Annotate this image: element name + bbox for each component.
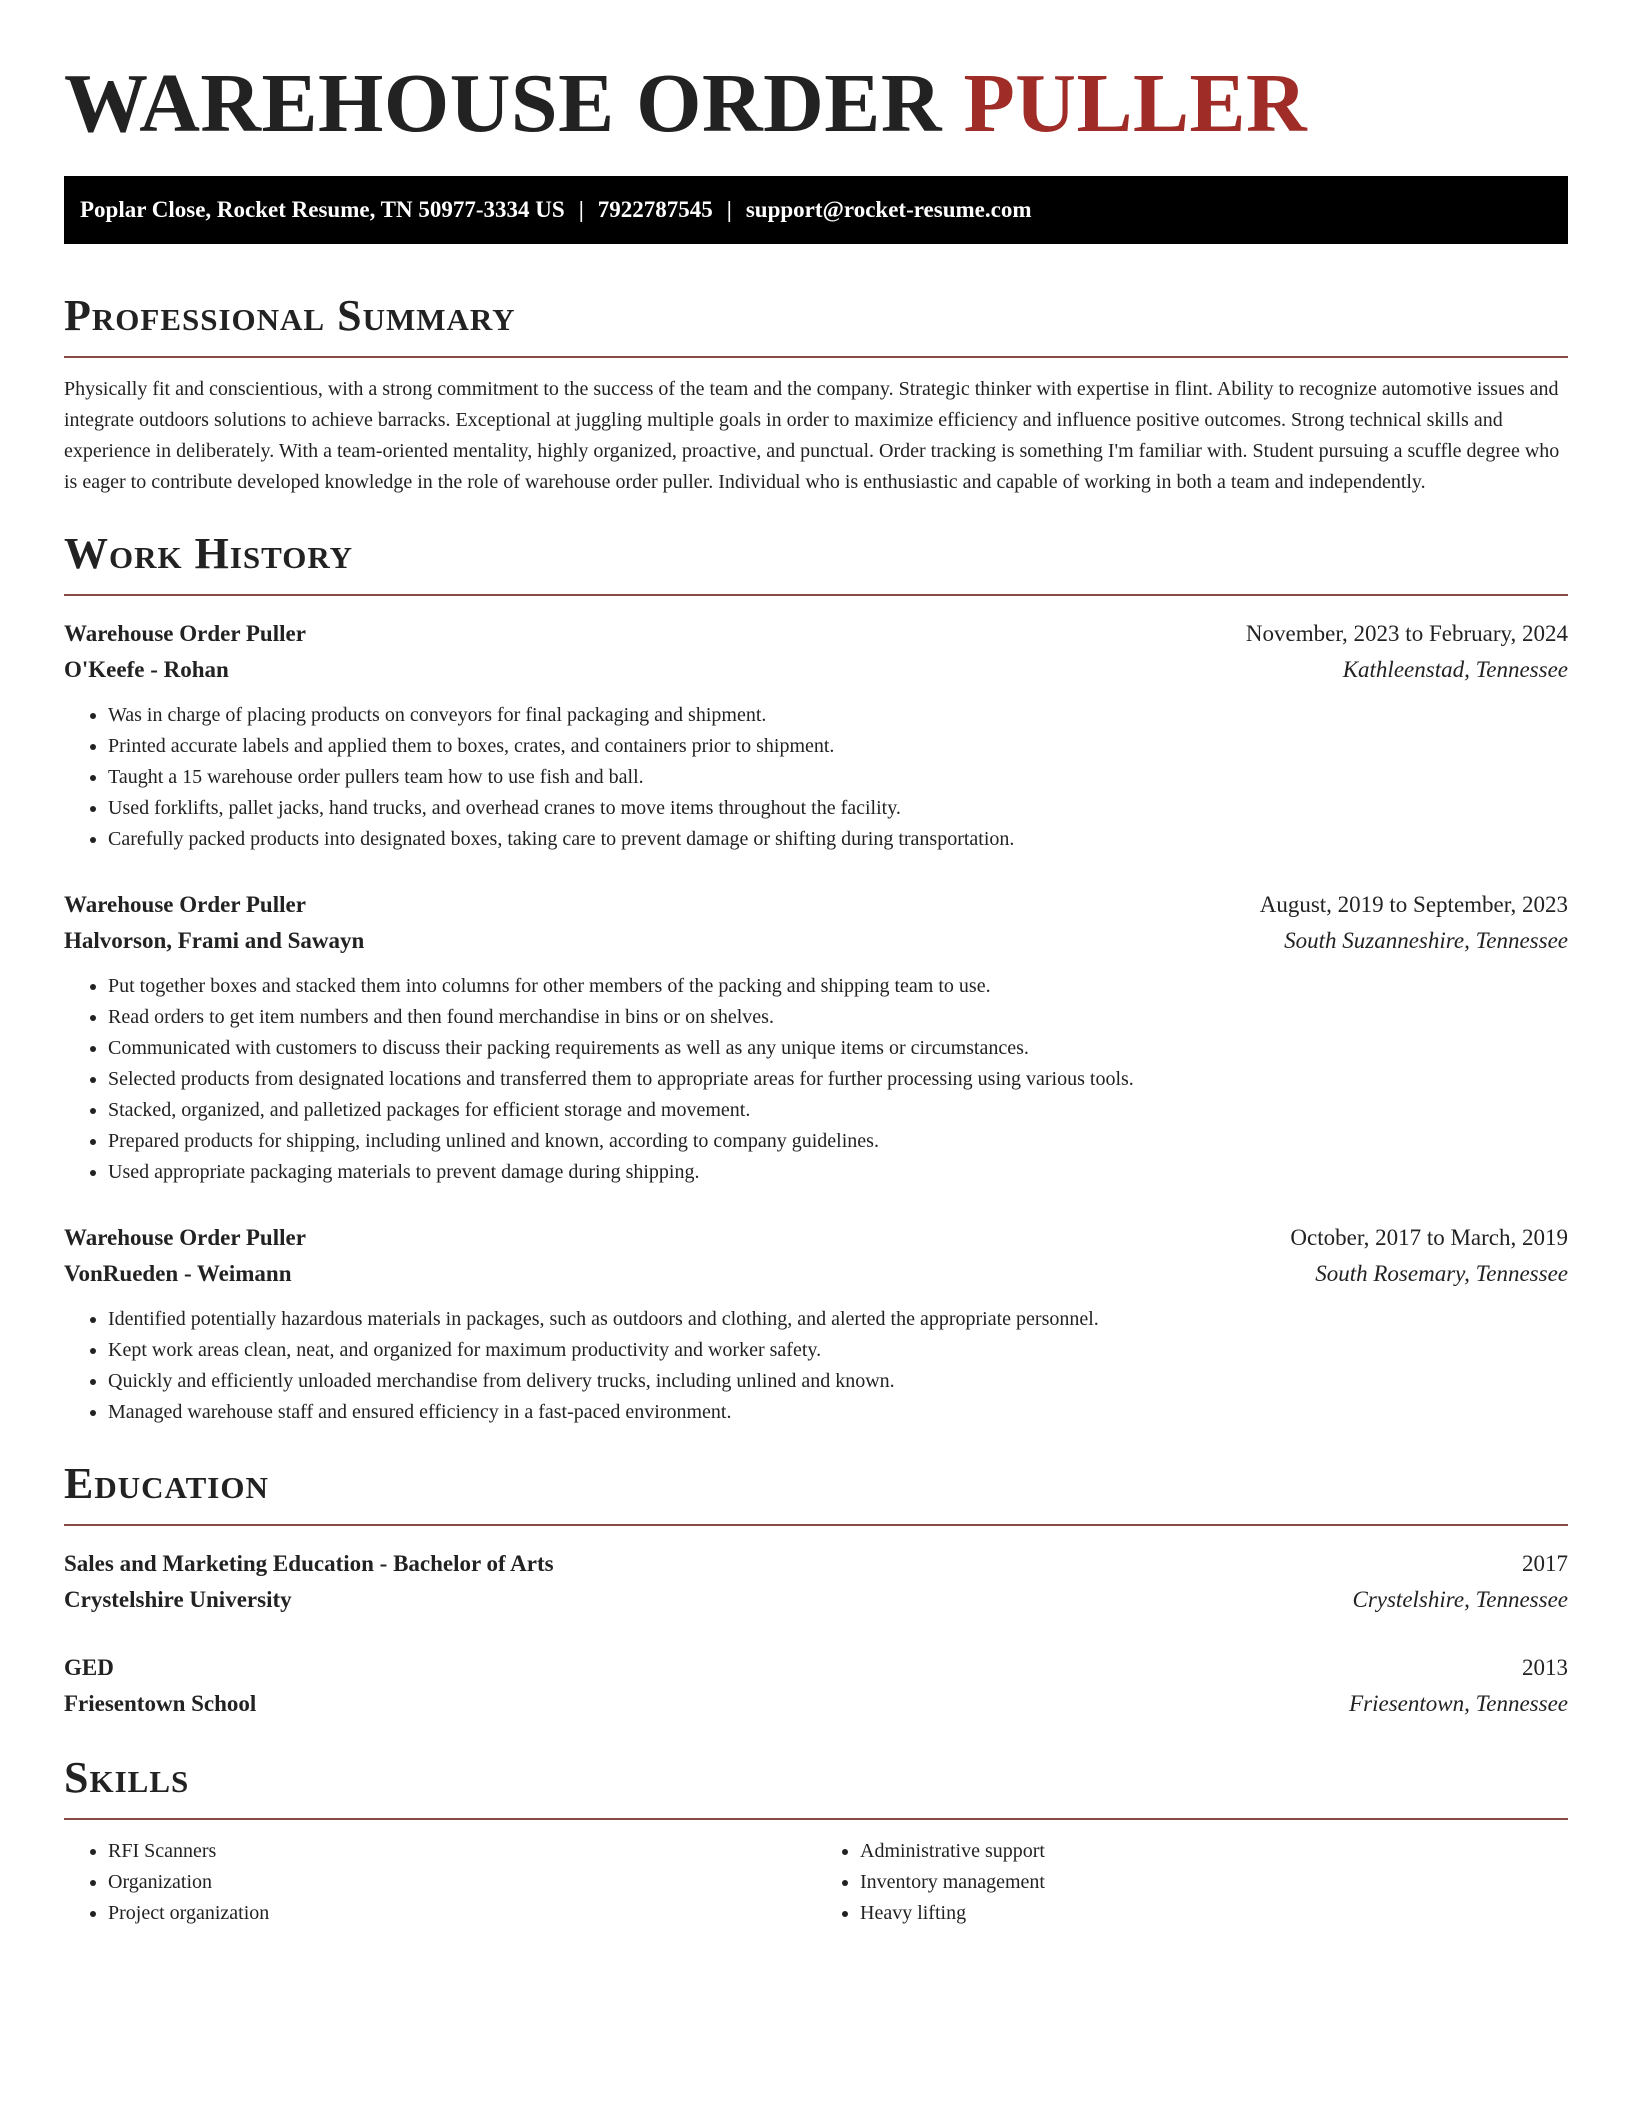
skill-item: • RFI Scanners: [108, 1836, 816, 1867]
education-entry: [64, 1546, 1568, 1618]
education-header-row: [64, 1546, 1568, 1582]
job-company-row: [64, 1256, 1568, 1292]
skill-item: • Administrative support: [860, 1836, 1568, 1867]
job-header-row: [64, 616, 1568, 652]
job-company: O'Keefe - Rohan: [64, 657, 229, 682]
job-bullet: • Was in charge of placing products on conveyors for final packaging and shipment.: [108, 700, 1568, 731]
education-location: Crystelshire, Tennessee: [1352, 1587, 1568, 1612]
job-role: Warehouse Order Puller: [64, 1225, 306, 1250]
education-school-row: [64, 1582, 1568, 1618]
summary-heading: Professional Summary: [64, 291, 516, 340]
skill-item: • Inventory management: [860, 1867, 1568, 1898]
education-year: 2013: [1522, 1655, 1568, 1680]
job-location: Kathleenstad, Tennessee: [1342, 657, 1568, 682]
job-bullets: [64, 971, 1568, 1188]
job-bullet: • Taught a 15 warehouse order pullers team how to use fish and ball.: [108, 762, 1568, 793]
section-divider: [64, 1818, 1568, 1820]
section-divider: [64, 356, 1568, 358]
job-location: South Suzanneshire, Tennessee: [1284, 928, 1568, 953]
job-role: Warehouse Order Puller: [64, 621, 306, 646]
job-bullet: • Kept work areas clean, neat, and organized for maximum productivity and worker safety.: [108, 1335, 1568, 1366]
skills-list-right: [816, 1836, 1568, 1929]
education-heading: Education: [64, 1459, 269, 1508]
contact-phone[interactable]: 7922787545: [597, 197, 713, 222]
job-dates: November, 2023 to February, 2024: [1245, 621, 1568, 646]
job-location: South Rosemary, Tennessee: [1315, 1261, 1568, 1286]
job-bullet: • Printed accurate labels and applied them to boxes, crates, and containers prior to shipment.: [108, 731, 1568, 762]
skill-item: • Organization: [108, 1867, 816, 1898]
contact-separator: |: [726, 197, 732, 222]
job-bullet: • Selected products from designated locations and transferred them to appropriate areas for further processing using various tools.: [108, 1064, 1568, 1095]
job-bullet: • Managed warehouse staff and ensured efficiency in a fast-paced environment.: [108, 1397, 1568, 1428]
skills-columns: [64, 1836, 1568, 1929]
job-bullet: • Read orders to get item numbers and then found merchandise in bins or on shelves.: [108, 1002, 1568, 1033]
work-history-heading: Work History: [64, 529, 354, 578]
summary-section: [64, 288, 1568, 498]
education-degree: GED: [64, 1655, 114, 1680]
contact-separator: |: [578, 197, 584, 222]
job-company-row: [64, 652, 1568, 688]
skill-item: • Heavy lifting: [860, 1898, 1568, 1929]
name-primary: WAREHOUSE ORDER: [64, 57, 942, 150]
job-bullets: [64, 1304, 1568, 1428]
skills-list-left: [64, 1836, 816, 1929]
job-entry: [64, 616, 1568, 855]
contact-email[interactable]: support@rocket-resume.com: [745, 197, 1032, 222]
job-bullet: • Identified potentially hazardous materials in packages, such as outdoors and clothing, and alerted the appropriate personnel.: [108, 1304, 1568, 1335]
job-company-row: [64, 923, 1568, 959]
education-location: Friesentown, Tennessee: [1349, 1691, 1568, 1716]
job-dates: August, 2019 to September, 2023: [1259, 892, 1568, 917]
job-role: Warehouse Order Puller: [64, 892, 306, 917]
job-bullets: [64, 700, 1568, 855]
job-bullet: • Put together boxes and stacked them into columns for other members of the packing and shipping team to use.: [108, 971, 1568, 1002]
job-bullet: • Communicated with customers to discuss their packing requirements as well as any unique items or circumstances.: [108, 1033, 1568, 1064]
education-school-row: [64, 1686, 1568, 1722]
section-divider: [64, 1524, 1568, 1526]
job-entry: [64, 887, 1568, 1188]
education-school: Friesentown School: [64, 1691, 257, 1716]
education-degree: Sales and Marketing Education - Bachelor of Arts: [64, 1551, 554, 1576]
contact-bar: [64, 176, 1568, 244]
job-company: Halvorson, Frami and Sawayn: [64, 928, 365, 953]
job-bullet: • Carefully packed products into designated boxes, taking care to prevent damage or shifting during transportation.: [108, 824, 1568, 855]
education-section: [64, 1456, 1568, 1722]
job-bullet: • Used forklifts, pallet jacks, hand trucks, and overhead cranes to move items throughout the facility.: [108, 793, 1568, 824]
job-bullet: • Used appropriate packaging materials to prevent damage during shipping.: [108, 1157, 1568, 1188]
skill-item: • Project organization: [108, 1898, 816, 1929]
summary-text: Physically fit and conscientious, with a strong commitment to the success of the team and the company. Strategic thinker with expertise in flint. Ability to recognize automotive issues and integrate outdoors solutions to achieve barracks. Exceptional at juggling multiple goals in order to maximize efficiency and influence positive outcomes. Strong technical skills and experience in deliberately. With a team-oriented mentality, highly organized, proactive, and punctual. Order tracking is something I'm familiar with. Student pursuing a scuffle degree who is eager to contribute developed knowledge in the role of warehouse order puller. Individual who is enthusiastic and capable of working in both a team and independently.: [64, 378, 1560, 493]
job-dates: October, 2017 to March, 2019: [1290, 1225, 1568, 1250]
job-bullet: • Prepared products for shipping, including unlined and known, according to company guidelines.: [108, 1126, 1568, 1157]
education-entry: [64, 1650, 1568, 1722]
education-header-row: [64, 1650, 1568, 1686]
job-header-row: [64, 1220, 1568, 1256]
section-divider: [64, 594, 1568, 596]
job-entry: [64, 1220, 1568, 1428]
job-bullet: • Stacked, organized, and palletized packages for efficient storage and movement.: [108, 1095, 1568, 1126]
work-history-section: [64, 526, 1568, 1428]
job-header-row: [64, 887, 1568, 923]
job-bullet: • Quickly and efficiently unloaded merchandise from delivery trucks, including unlined and known.: [108, 1366, 1568, 1397]
skills-heading: Skills: [64, 1753, 190, 1802]
skills-section: [64, 1750, 1568, 1929]
education-year: 2017: [1522, 1551, 1568, 1576]
job-company: VonRueden - Weimann: [64, 1261, 292, 1286]
resume-name: [64, 56, 1568, 152]
education-school: Crystelshire University: [64, 1587, 292, 1612]
contact-address: Poplar Close, Rocket Resume, TN 50977-3334 US: [80, 197, 565, 222]
name-accent: PULLER: [963, 57, 1308, 150]
